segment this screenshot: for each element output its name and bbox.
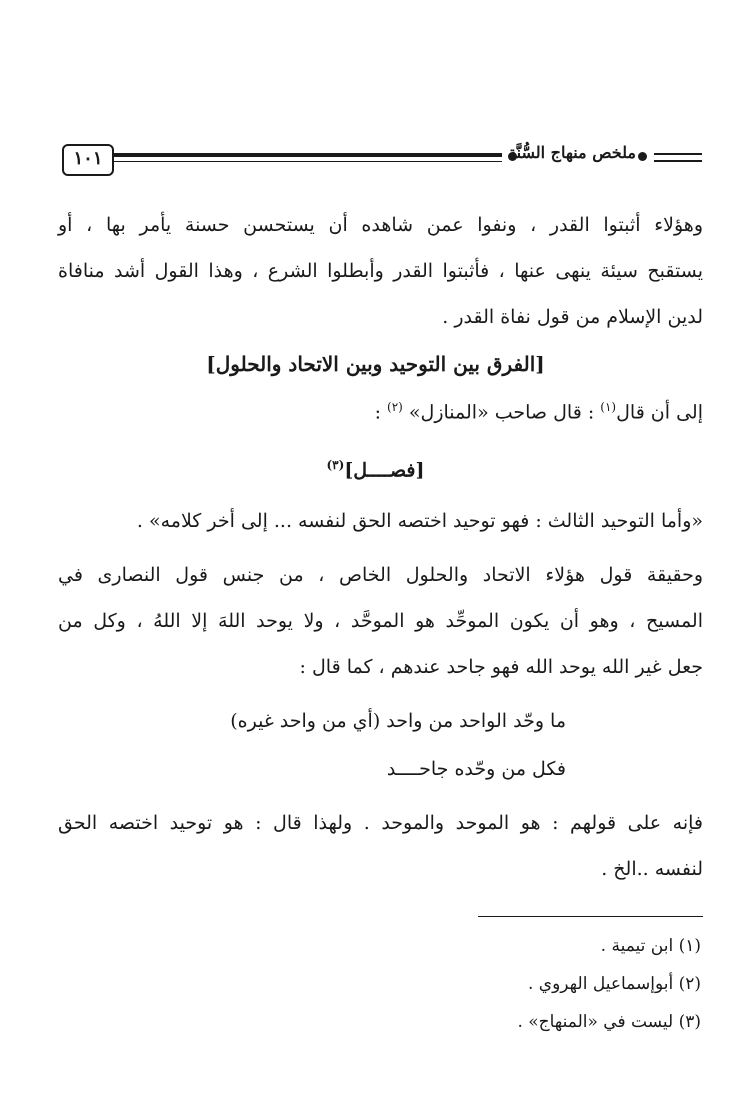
page-header: [62, 140, 702, 176]
paragraph-line: وحقيقة قول هؤلاء الاتحاد والحلول الخاص ، من جنس قول النصارى في: [58, 564, 703, 586]
footnote: (١) ابن تيمية .: [600, 936, 701, 956]
header-bullet-right: [638, 152, 647, 161]
footnote-ref: (٣): [326, 458, 345, 472]
paragraph-line: المسيح ، وهو أن يكون الموحِّد هو الموحَّد ، ولا يوحد اللهَ إلا اللهُ ، وكل من: [58, 610, 703, 632]
fasl-heading: [0, 458, 751, 481]
paragraph-line: جعل غير الله يوحد الله فهو جاحد عندهم ، كما قال :: [299, 656, 703, 678]
paragraph-line: لدين الإسلام من قول نفاة القدر .: [442, 306, 703, 328]
intro-text: : قال صاحب «المنازل»: [402, 401, 601, 424]
paragraph-line: فإنه على قولهم : هو الموحد والموحد . ولهذا قال : هو توحيد اختصه الحق: [58, 812, 703, 834]
footnote-separator: [478, 916, 703, 917]
footnote-ref: (١): [600, 400, 617, 414]
header-rule-long: [112, 153, 502, 162]
intro-line: [375, 400, 703, 423]
footnote: (٣) ليست في «المنهاج» .: [517, 1012, 701, 1032]
section-heading: [الفرق بين التوحيد وبين الاتحاد والحلول]: [206, 352, 545, 376]
header-rule-short: [654, 153, 702, 162]
paragraph-line: يستقبح سيئة ينهى عنها ، فأثبتوا القدر وأبطلوا الشرع ، وهذا القول أشد منافاة: [58, 260, 703, 282]
footnote: (٢) أبوإسماعيل الهروي .: [527, 974, 701, 994]
fasl-text: [فصــــل]: [344, 459, 425, 482]
running-title: ملخص منهاج السُّنَّة: [508, 143, 636, 162]
paragraph-line: وهؤلاء أثبتوا القدر ، ونفوا عمن شاهده أن يستحسن حسنة يأمر بها ، أو: [58, 214, 703, 236]
verse-line: فكل من وحّده جاحــــد: [386, 758, 566, 780]
paragraph-line: لنفسه ..الخ .: [601, 858, 703, 880]
intro-text: :: [374, 401, 388, 424]
intro-text: إلى أن قال: [616, 401, 703, 424]
quoted-text: «وأما التوحيد الثالث : فهو توحيد اختصه الحق لنفسه ... إلى أخر كلامه» .: [136, 510, 703, 532]
page-number: ١٠١: [62, 144, 114, 176]
footnote-ref: (٢): [387, 400, 403, 414]
verse-line: ما وحّد الواحد من واحد (أي من واحد غيره): [230, 710, 566, 732]
